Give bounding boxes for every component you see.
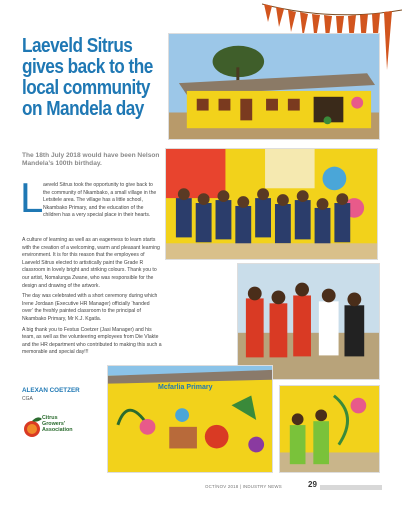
school-building-photo (168, 33, 380, 140)
painted-wall-photo (107, 365, 273, 473)
children-classroom-photo (165, 148, 378, 260)
lead-paragraph: aeveld Sitrus took the opportunity to give back to the community of Nkambako, a small village in the Letsitele area. The village has a little school, Nkambako Primary, and the education of the children has a very special place in their hearts. (43, 182, 157, 219)
title-line-1: Laeveld Sitrus (22, 35, 133, 57)
body-paragraph: The day was celebrated with a short ceremony during which Irene Jordaan (Executive HR Manager) officially ‘handed over’ the freshly painted classroom to the principal of Nkambako Primary, Mr K.J. Kgatla. (22, 293, 158, 322)
title-line-2: gives back to the (22, 56, 153, 78)
body-paragraph: A big thank you to Festus Coetzer (Jasi Manager) and his team, as well as the volunteering employees from Die Vlakte and the HR department who contributed to making this such a memorable and special day!!! (22, 326, 162, 356)
page-number: 29 (308, 480, 317, 489)
volunteers-photo (279, 385, 380, 473)
logo-line-1: Citrus (42, 415, 58, 421)
footer-bar (320, 485, 382, 490)
logo-line-2: Growers’ (42, 420, 66, 427)
drop-cap: L (20, 174, 44, 221)
article-subtitle: The 18th July 2018 would have been Nelson Mandela’s 100th birthday. (22, 152, 160, 168)
author-name: ALEXAN COETZER (22, 387, 80, 394)
logo-line-3: Association (42, 426, 73, 433)
article-title (22, 35, 153, 120)
cga-logo-text (42, 416, 86, 433)
ceremony-photo (237, 263, 380, 380)
title-line-4: on Mandela day (22, 98, 144, 120)
wall-sign: Mcfarlia Primary (158, 384, 213, 391)
body-paragraph: A culture of learning as well as an eagerness to learn starts with the creation of a welcoming, warm and pleasant learning environment. It is for this reason that the employees of Laeveld Sitrus elected to artistically paint the Grade R classroom in lovely bright and striking colours. Thank you to our artist, Nomalunga Zwane, who was responsible for the design and drawing of the artwork. (22, 237, 160, 289)
footer-issue: OCT/NOV 2018 | INDUSTRY NEWS (205, 484, 282, 489)
author-org: CGA (22, 396, 33, 402)
article-body (22, 237, 162, 360)
title-line-3: local community (22, 77, 150, 99)
